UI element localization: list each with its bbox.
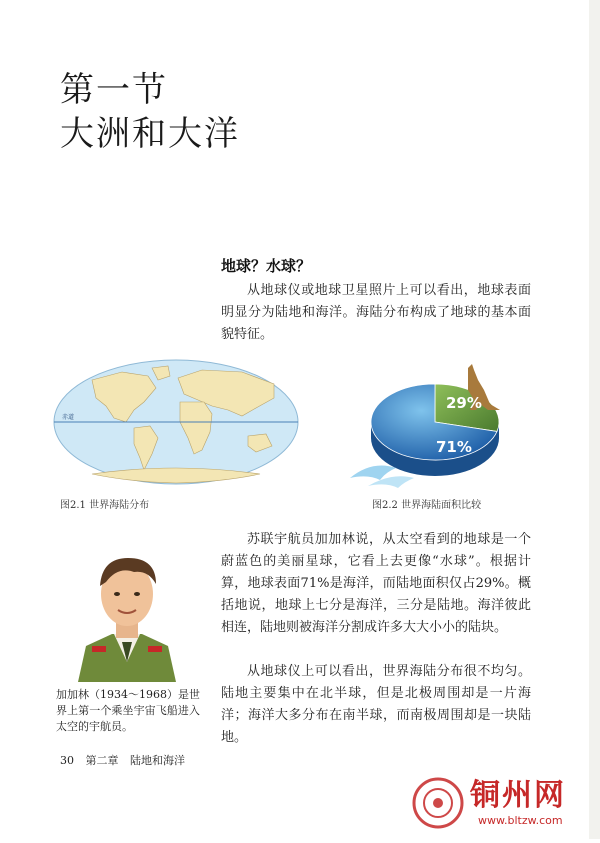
section-title [60,68,240,156]
equator-label: 赤道 [62,414,75,421]
portrait-figure [72,542,182,682]
pie-label-land: 29% [446,394,482,412]
page-number: 30 [60,754,74,767]
land-sea-pie-figure [350,360,520,490]
watermark-name: 铜州网 [470,778,566,813]
world-map-graphic [52,358,300,486]
distribution-paragraph: 从地球仪上可以看出，世界海陆分布很不均匀。陆地主要集中在北半球，但是北极周围却是一片海洋；海洋大多分布在南半球，而南极周围却是一块陆地。 [221,664,531,745]
page-edge-strip [589,0,600,839]
gagarin-portrait [72,542,182,682]
world-map-figure [52,358,300,486]
figure-caption-map: 图2.1 世界海陆分布 [60,500,150,511]
page-footer [60,752,193,768]
watermark-url: www.bltzw.com [478,814,563,827]
pie-label-sea: 71% [436,438,472,456]
astronaut-paragraph: 苏联宇航员加加林说，从太空看到的地球是一个蔚蓝色的美丽星球，它看上去更像“水球”。根据计算，地球表面71%是海洋，而陆地面积仅占29%。概括地说，地球上七分是海洋，三分是陆地。海洋彼此相连，陆地则被海洋分割成许多大大小小的陆块。 [221,532,531,635]
section-number: 第一节 [60,70,168,110]
portrait-caption: 加加林（1934～1968）是世界上第一个乘坐宇宙飞船进入太空的宇航员。 [56,688,200,733]
chapter-title: 陆地和海洋 [130,754,185,767]
figure-caption-pie: 图2.2 世界海陆面积比较 [372,500,482,511]
subsection-heading: 地球？水球？ [221,257,312,275]
section-name: 大洲和大洋 [60,114,240,154]
intro-paragraph: 从地球仪或地球卫星照片上可以看出，地球表面明显分为陆地和海洋。海陆分布构成了地球的基本面貌特征。 [221,283,531,342]
land-sea-pie-graphic [350,360,520,490]
chapter-number: 第二章 [85,754,119,767]
